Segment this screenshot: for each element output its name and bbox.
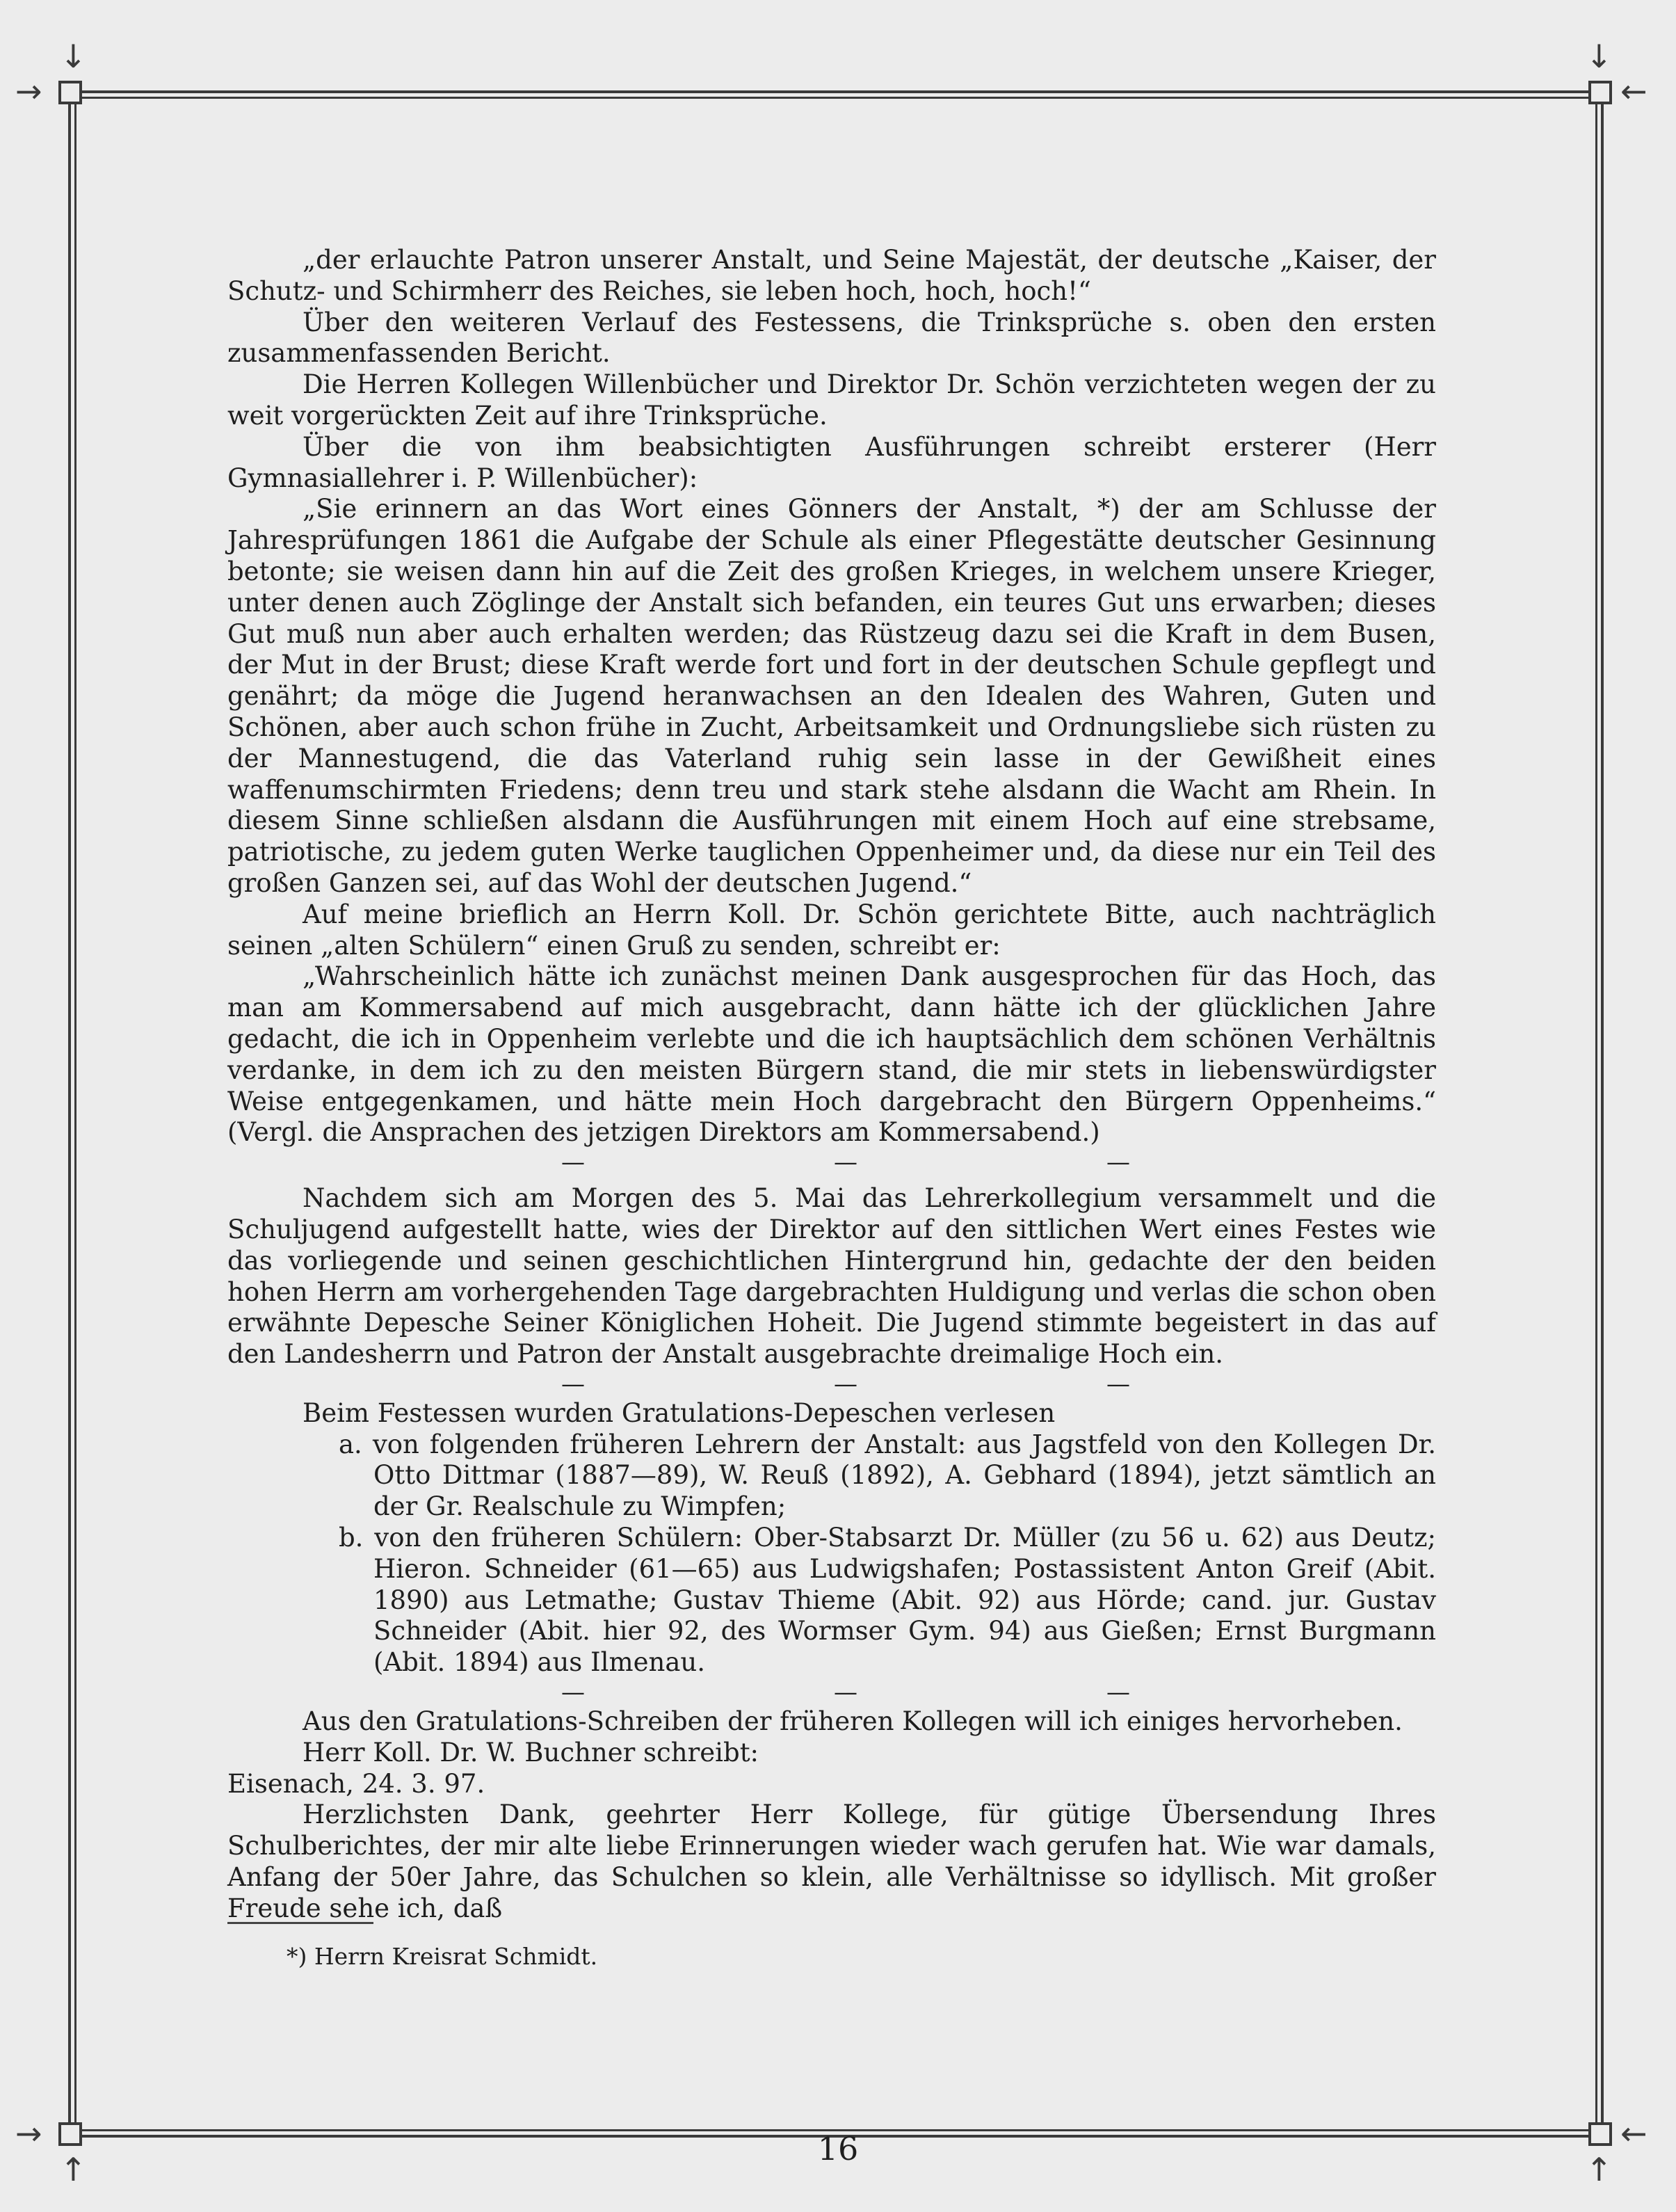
paragraph: Über den weiteren Verlauf des Festessens, die Trinksprüche s. oben den ersten zusammenfassenden Bericht. [227,307,1436,369]
paragraph: Beim Festessen wurden Gratulations-Depeschen verlesen [303,1397,1056,1428]
quote-schoen: „Wahrscheinlich hätte ich zunächst meinen Dank ausgesprochen für das Hoch, das man am Kommersabend auf mich ausgebracht, dann hätte ich der glücklichen Jahre gedacht, die ich in Oppenheim verlebte und die ich hauptsächlich dem schönen Verhältnis verdanke, in dem ich zu den meisten Bürgern stand, die mir stets in liebenswürdigster Weise entgegenkamen, und hätte mein Hoch dargebracht den Bürgern Oppenheims.“ (Vergl. die Ansprachen des jetzigen Direktors am Kommersabend.) [227,961,1436,1148]
arrow-down-icon: ↓ [1586,38,1613,75]
arrow-up-icon: ↑ [60,2151,87,2188]
arrow-up-icon: ↑ [1586,2151,1613,2188]
section-separator: — — — [561,1370,1130,1398]
corner-ornament [58,81,82,104]
page-number: 16 [817,2130,859,2167]
arrow-right-icon: → [15,72,42,110]
arrow-down-icon: ↓ [60,38,87,75]
arrow-left-icon: ← [1620,2115,1647,2152]
section-separator: — — — [561,1148,1130,1177]
paragraph: Herr Koll. Dr. W. Buchner schreibt: [303,1737,759,1768]
paragraph: Nachdem sich am Morgen des 5. Mai das Lehrerkollegium versammelt und die Schuljugend aufgestellt hatte, wies der Direktor auf den sittlichen Wert eines Festes wie das vorliegende und seinen geschichtlichen Hintergrund hin, gedachte der den beiden hohen Herrn am vorhergehenden Tage dargebrachten Huldigung und verlas die schon oben erwähnte Depesche Seiner Königlichen Hoheit. Die Jugend stimmte begeistert in das auf den Landesherrn und Patron der Anstalt ausgebrachte dreimalige Hoch ein. [227,1183,1436,1370]
corner-ornament [1588,81,1612,104]
paragraph: Über die von ihm beabsichtigten Ausführungen schreibt ersterer (Herr Gymnasiallehrer i. P. Willenbücher): [227,431,1436,493]
arrow-right-icon: → [15,2115,42,2152]
paragraph: Auf meine brieflich an Herrn Koll. Dr. Schön gerichtete Bitte, auch nachträglich seinen „alten Schülern“ einen Gruß zu senden, schreibt er: [227,899,1436,961]
letter-body: Herzlichsten Dank, geehrter Herr Kollege, für gütige Übersendung Ihres Schulberichtes, der mir alte liebe Erinnerungen wieder wach gerufen hat. Wie war damals, Anfang der 50er Jahre, das Schulchen so klein, alle Verhältnisse so idyllisch. Mit großer Freude sehe ich, daß [227,1800,1436,1923]
section-separator: — — — [561,1678,1130,1707]
paragraph: Die Herren Kollegen Willenbücher und Direktor Dr. Schön verzichteten wegen der zu weit vorgerückten Zeit auf ihre Trinksprüche. [227,369,1436,431]
toast-quote: „der erlauchte Patron unserer Anstalt, und Seine Majestät, der deutsche „Kaiser, der Schutz- und Schirmherr des Reiches, sie leben hoch, hoch, hoch!“ [227,245,1436,306]
list-item: b. von den früheren Schülern: Ober-Stabsarzt Dr. Müller (zu 56 u. 62) aus Deutz; Hieron. Schneider (61—65) aus Ludwigshafen; Postassistent Anton Greif (Abit. 1890) aus Letmathe; Gustav Thieme (Abit. 92) aus Hörde; cand. jur. Gustav Schneider (Abit. hier 92, des Wormser Gym. 94) aus Gießen; Ernst Burgmann (Abit. 1894) aus Ilmenau. [339,1523,1436,1678]
footnote-rule [227,1922,373,1924]
letter-dateline: Eisenach, 24. 3. 97. [227,1768,485,1799]
quote-willenbuecher: „Sie erinnern an das Wort eines Gönners der Anstalt, *) der am Schlusse der Jahresprüfungen 1861 die Aufgabe der Schule als einer Pflegestätte deutscher Gesinnung betonte; sie weisen dann hin auf die Zeit des großen Krieges, in welchem unsere Krieger, unter denen auch Zöglinge der Anstalt sich befanden, ein teures Gut uns erwarben; dieses Gut muß nun aber auch erhalten werden; das Rüstzeug dazu sei die Kraft in dem Busen, der Mut in der Brust; diese Kraft werde fort und fort in der deutschen Schule gepflegt und genährt; da möge die Jugend heranwachsen an den Idealen des Wahren, Guten und Schönen, aber auch schon frühe in Zucht, Arbeitsamkeit und Ordnungsliebe sich rüsten zu der Mannestugend, die das Vaterland ruhig sein lasse in der Gewißheit eines waffenumschirmten Friedens; denn treu und stark stehe alsdann die Wacht am Rhein. In diesem Sinne schließen alsdann die Ausführungen mit einem Hoch auf eine strebsame, patriotische, zu jedem guten Werke tauglichen Oppenheimer und, da diese nur ein Teil des großen Ganzen sei, auf das Wohl der deutschen Jugend.“ [227,494,1436,898]
footnote: *) Herrn Kreisrat Schmidt. [287,1943,598,1970]
paragraph: Aus den Gratulations-Schreiben der früheren Kollegen will ich einiges hervorheben. [303,1706,1403,1737]
list-item: a. von folgenden früheren Lehrern der Anstalt: aus Jagstfeld von den Kollegen Dr. Otto Dittmar (1887—89), W. Reuß (1892), A. Gebhard (1894), jetzt sämtlich an der Gr. Realschule zu Wimpfen; [339,1429,1436,1522]
arrow-left-icon: ← [1620,72,1647,110]
page-body [227,245,1436,1925]
